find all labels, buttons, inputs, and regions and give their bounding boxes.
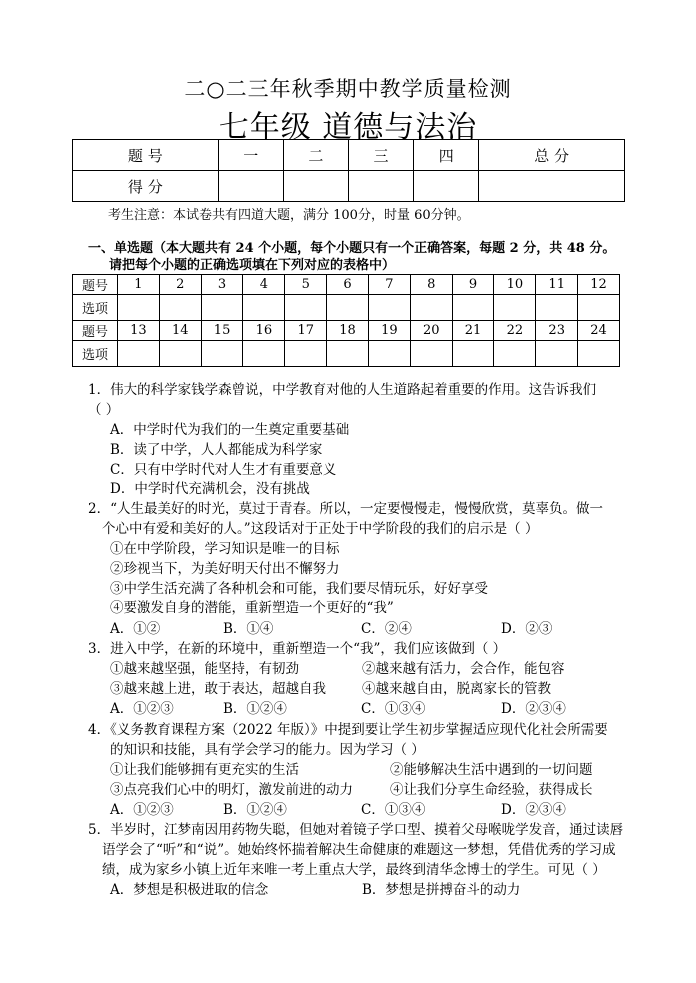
q4-stem <box>88 721 628 761</box>
q1-option-c: C．只有中学时代对人生才有重要意义 <box>110 461 337 478</box>
score-cell[interactable] <box>479 171 625 202</box>
exam-subtitle: 七年级 道德与法治 <box>218 110 478 145</box>
answer-num: 12 <box>578 275 620 295</box>
q3-statement-1: ①越来越坚强，能坚持，有韧劲 <box>110 661 299 677</box>
q2-statement-1: ①在中学阶段，学习知识是唯一的目标 <box>110 541 340 557</box>
answer-num: 21 <box>452 321 494 341</box>
q2-stem-line1: 2．“人生最美好的时光，莫过于青春。所以，一定要慢慢走，慢慢欣赏，莫辜负。做一 <box>88 501 603 517</box>
score-cell[interactable] <box>414 171 479 202</box>
answer-cell[interactable] <box>118 295 160 321</box>
q4-statement-2: ②能够解决生活中遇到的一切问题 <box>390 762 593 778</box>
answer-cell[interactable] <box>452 295 494 321</box>
q2-option-a: A．①② <box>110 621 161 637</box>
answer-cell[interactable] <box>201 295 243 321</box>
q4-option-d: D．②③④ <box>501 802 566 818</box>
q2-options <box>110 620 552 640</box>
score-header-part3: 三 <box>348 140 413 171</box>
answer-cell[interactable] <box>243 295 285 321</box>
answer-num: 15 <box>201 321 243 341</box>
answer-cell[interactable] <box>578 341 620 367</box>
answer-num: 1 <box>118 275 160 295</box>
q3-statements <box>110 660 565 700</box>
q1-options <box>110 421 349 500</box>
score-header-part2: 二 <box>283 140 348 171</box>
score-header-total: 总 分 <box>479 140 625 171</box>
answer-num: 2 <box>159 275 201 295</box>
answer-num: 3 <box>201 275 243 295</box>
answer-cell[interactable] <box>368 341 410 367</box>
answer-cell[interactable] <box>578 295 620 321</box>
q2-statement-3: ③中学生活充满了各种机会和可能，我们要尽情玩乐，好好享受 <box>110 580 488 597</box>
answer-cell[interactable] <box>118 341 160 367</box>
exam-title: 二○二三年秋季期中教学质量检测 <box>184 77 512 101</box>
answer-num: 16 <box>243 321 285 341</box>
q2-statement-2: ②珍视当下，为美好明天付出不懈努力 <box>110 560 340 577</box>
answer-num: 20 <box>410 321 452 341</box>
score-cell[interactable] <box>218 171 283 202</box>
answer-num: 19 <box>368 321 410 341</box>
answer-num: 11 <box>536 275 578 295</box>
answer-cell[interactable] <box>536 295 578 321</box>
answer-num: 22 <box>494 321 536 341</box>
score-row-label: 得 分 <box>73 171 219 202</box>
q4-statements <box>110 761 593 801</box>
answer-num: 10 <box>494 275 536 295</box>
q2-statements <box>110 540 488 619</box>
answer-cell[interactable] <box>452 341 494 367</box>
answer-cell[interactable] <box>201 341 243 367</box>
answer-cell[interactable] <box>410 341 452 367</box>
q2-option-c: C．②④ <box>361 621 412 637</box>
q3-statement-3: ③越来越上进，敢于表达，超越自我 <box>110 680 326 697</box>
answer-num: 4 <box>243 275 285 295</box>
q4-option-c: C．①③④ <box>361 802 426 818</box>
q2-stem <box>88 500 628 540</box>
answer-cell[interactable] <box>368 295 410 321</box>
q5-stem-line2: 语学会了“听”和“说”。她始终怀揣着解决生命健康的难题这一梦想，凭借优秀的学习成 <box>102 841 616 858</box>
q2-option-d: D．②③ <box>501 621 553 637</box>
q3-option-a: A．①②③ <box>110 701 174 717</box>
q4-stem-line1: 4．《义务教育课程方案（2022 年版）》中提到要让学生初步掌握适应现代化社会所需要 <box>88 722 608 738</box>
answer-num: 18 <box>327 321 369 341</box>
answer-cell[interactable] <box>494 341 536 367</box>
answer-num: 9 <box>452 275 494 295</box>
score-header-part1: 一 <box>218 140 283 171</box>
q3-option-c: C．①③④ <box>361 701 426 717</box>
section1-heading <box>88 240 648 274</box>
exam-notice: 考生注意：本试卷共有四道大题，满分 100分，时量 60分钟。 <box>108 208 470 223</box>
q3-statement-4: ④越来越自由，脱离家长的管教 <box>362 680 551 697</box>
answer-cell[interactable] <box>410 295 452 321</box>
answer-cell[interactable] <box>285 341 327 367</box>
answer-table <box>72 274 620 367</box>
q1-option-d: D．中学时代充满机会，没有挑战 <box>110 481 310 498</box>
answer-num: 23 <box>536 321 578 341</box>
answer-cell[interactable] <box>243 341 285 367</box>
q1-option-b: B．读了中学，人人都能成为科学家 <box>110 441 323 458</box>
answer-num: 13 <box>118 321 160 341</box>
answer-cell[interactable] <box>159 295 201 321</box>
section1-heading-line2: 请把每个小题的正确选项填在下列对应的表格中） <box>109 258 396 273</box>
answer-opt-label: 选项 <box>73 341 118 367</box>
answer-num: 5 <box>285 275 327 295</box>
score-cell[interactable] <box>283 171 348 202</box>
answer-cell[interactable] <box>285 295 327 321</box>
q5-stem-line1: 5．半岁时，江梦南因用药物失聪，但她对着镜子学口型、摸着父母喉咙学发音，通过读唇 <box>88 822 624 838</box>
q4-statement-3: ③点亮我们心中的明灯，激发前进的动力 <box>110 781 353 798</box>
q5-options <box>110 881 520 901</box>
q5-option-a: A．梦想是积极进取的信念 <box>110 882 269 898</box>
q5-option-b: B．梦想是拼搏奋斗的动力 <box>362 882 521 898</box>
q4-option-b: B．①②④ <box>223 802 287 818</box>
q1-stem-line1: 1．伟大的科学家钱学森曾说，中学教育对他的人生道路起着重要的作用。这告诉我们 <box>88 382 597 398</box>
q2-stem-line2: 个心中有爱和美好的人。”这段话对于正处于中学阶段的我们的启示是（ ） <box>102 520 539 537</box>
score-cell[interactable] <box>348 171 413 202</box>
answer-num: 14 <box>159 321 201 341</box>
q5-stem <box>88 821 628 880</box>
score-header-part4: 四 <box>414 140 479 171</box>
score-table <box>72 139 625 202</box>
q3-stem: 3．进入中学，在新的环境中，重新塑造一个“我”，我们应该做到（ ） <box>88 641 507 657</box>
answer-cell[interactable] <box>159 341 201 367</box>
answer-num: 17 <box>285 321 327 341</box>
q4-option-a: A．①②③ <box>110 802 174 818</box>
q1-stem-line2: （ ） <box>88 401 120 418</box>
q4-stem-line2: 的知识和技能，具有学会学习的能力。因为学习（ ） <box>110 741 425 758</box>
answer-cell[interactable] <box>327 341 369 367</box>
q2-option-b: B．①④ <box>223 621 274 637</box>
q4-statement-1: ①让我们能够拥有更充实的生活 <box>110 762 299 778</box>
q3-option-d: D．②③④ <box>501 701 566 717</box>
answer-num: 24 <box>578 321 620 341</box>
answer-num-label: 题号 <box>73 321 118 341</box>
score-header-label: 题 号 <box>73 140 219 171</box>
section1-heading-line1: 一、单选题（本大题共有 24 个小题，每个小题只有一个正确答案，每题 2 分，共 48 分。 <box>88 241 616 256</box>
answer-opt-label: 选项 <box>73 295 118 321</box>
answer-num: 6 <box>327 275 369 295</box>
q3-options <box>110 700 566 720</box>
q4-statement-4: ④让我们分享生命经验，获得成长 <box>390 781 593 798</box>
q2-statement-4: ④要激发自身的潜能，重新塑造一个更好的“我” <box>110 600 394 617</box>
answer-cell[interactable] <box>327 295 369 321</box>
q1-option-a: A．中学时代为我们的一生奠定重要基础 <box>110 422 350 438</box>
answer-cell[interactable] <box>494 295 536 321</box>
q3-statement-2: ②越来越有活力，会合作，能包容 <box>362 661 565 677</box>
q4-options <box>110 801 566 821</box>
q3-option-b: B．①②④ <box>223 701 287 717</box>
q5-stem-line3: 绩，成为家乡小镇上近年来唯一考上重点大学，最终到清华念博士的学生。可见（ ） <box>102 861 606 878</box>
answer-num-label: 题号 <box>73 275 118 295</box>
answer-num: 7 <box>368 275 410 295</box>
answer-num: 8 <box>410 275 452 295</box>
answer-cell[interactable] <box>536 341 578 367</box>
q1-stem <box>88 381 628 421</box>
